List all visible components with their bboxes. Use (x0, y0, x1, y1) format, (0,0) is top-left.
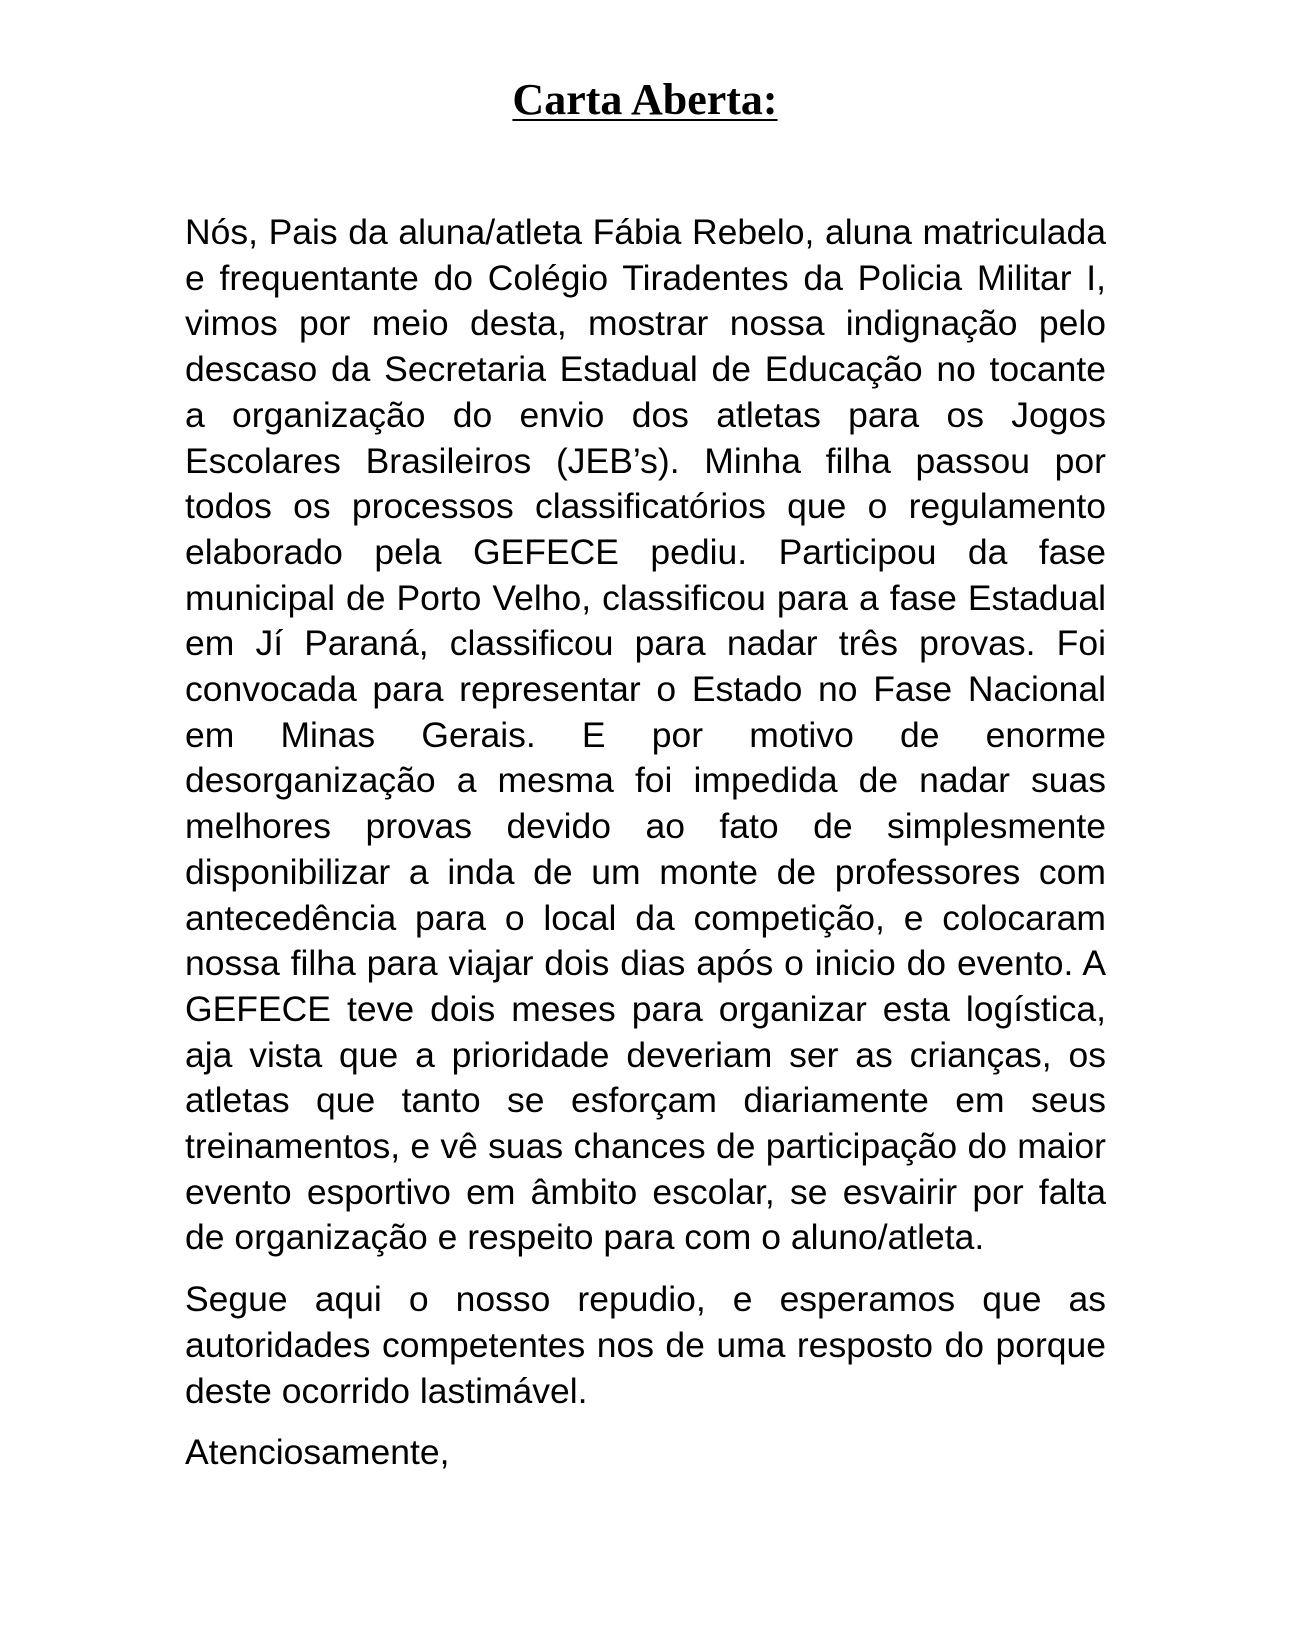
letter-title: Carta Aberta: (512, 75, 778, 124)
letter-paragraph-1: Nós, Pais da aluna/atleta Fábia Rebelo, aluna matriculada e frequentante do Colégio Tiradentes da Policia Militar I, vimos por meio desta, mostrar nossa indignação pelo descaso da Secretaria Estadual de Educação no tocante a organização do envio dos atletas para os Jogos Escolares Brasileiros (JEB’s). Minha filha passou por todos os processos classificatórios que o regulamento elaborado pela GEFECE pediu. Participou da fase municipal de Porto Velho, classificou para a fase Estadual em Jí Paraná, classificou para nadar três provas. Foi convocada para representar o Estado no Fase Nacional em Minas Gerais. E por motivo de enorme desorganização a mesma foi impedida de nadar suas melhores provas devido ao fato de simplesmente disponibilizar a inda de um monte de professores com antecedência para o local da competição, e colocaram nossa filha para viajar dois dias após o inicio do evento. A GEFECE teve dois meses para organizar esta logística, aja vista que a prioridade deveriam ser as crianças, os atletas que tanto se esforçam diariamente em seus treinamentos, e vê suas chances de participação do maior evento esportivo em âmbito escolar, se esvairir por falta de organização e respeito para com o aluno/atleta. (185, 212, 1106, 1258)
letter-closing: Atenciosamente, (185, 1432, 450, 1473)
letter-body (185, 210, 1106, 1476)
letter-paragraph-2: Segue aqui o nosso repudio, e esperamos que as autoridades competentes nos de uma resposto do porque deste ocorrido lastimável. (185, 1279, 1106, 1411)
